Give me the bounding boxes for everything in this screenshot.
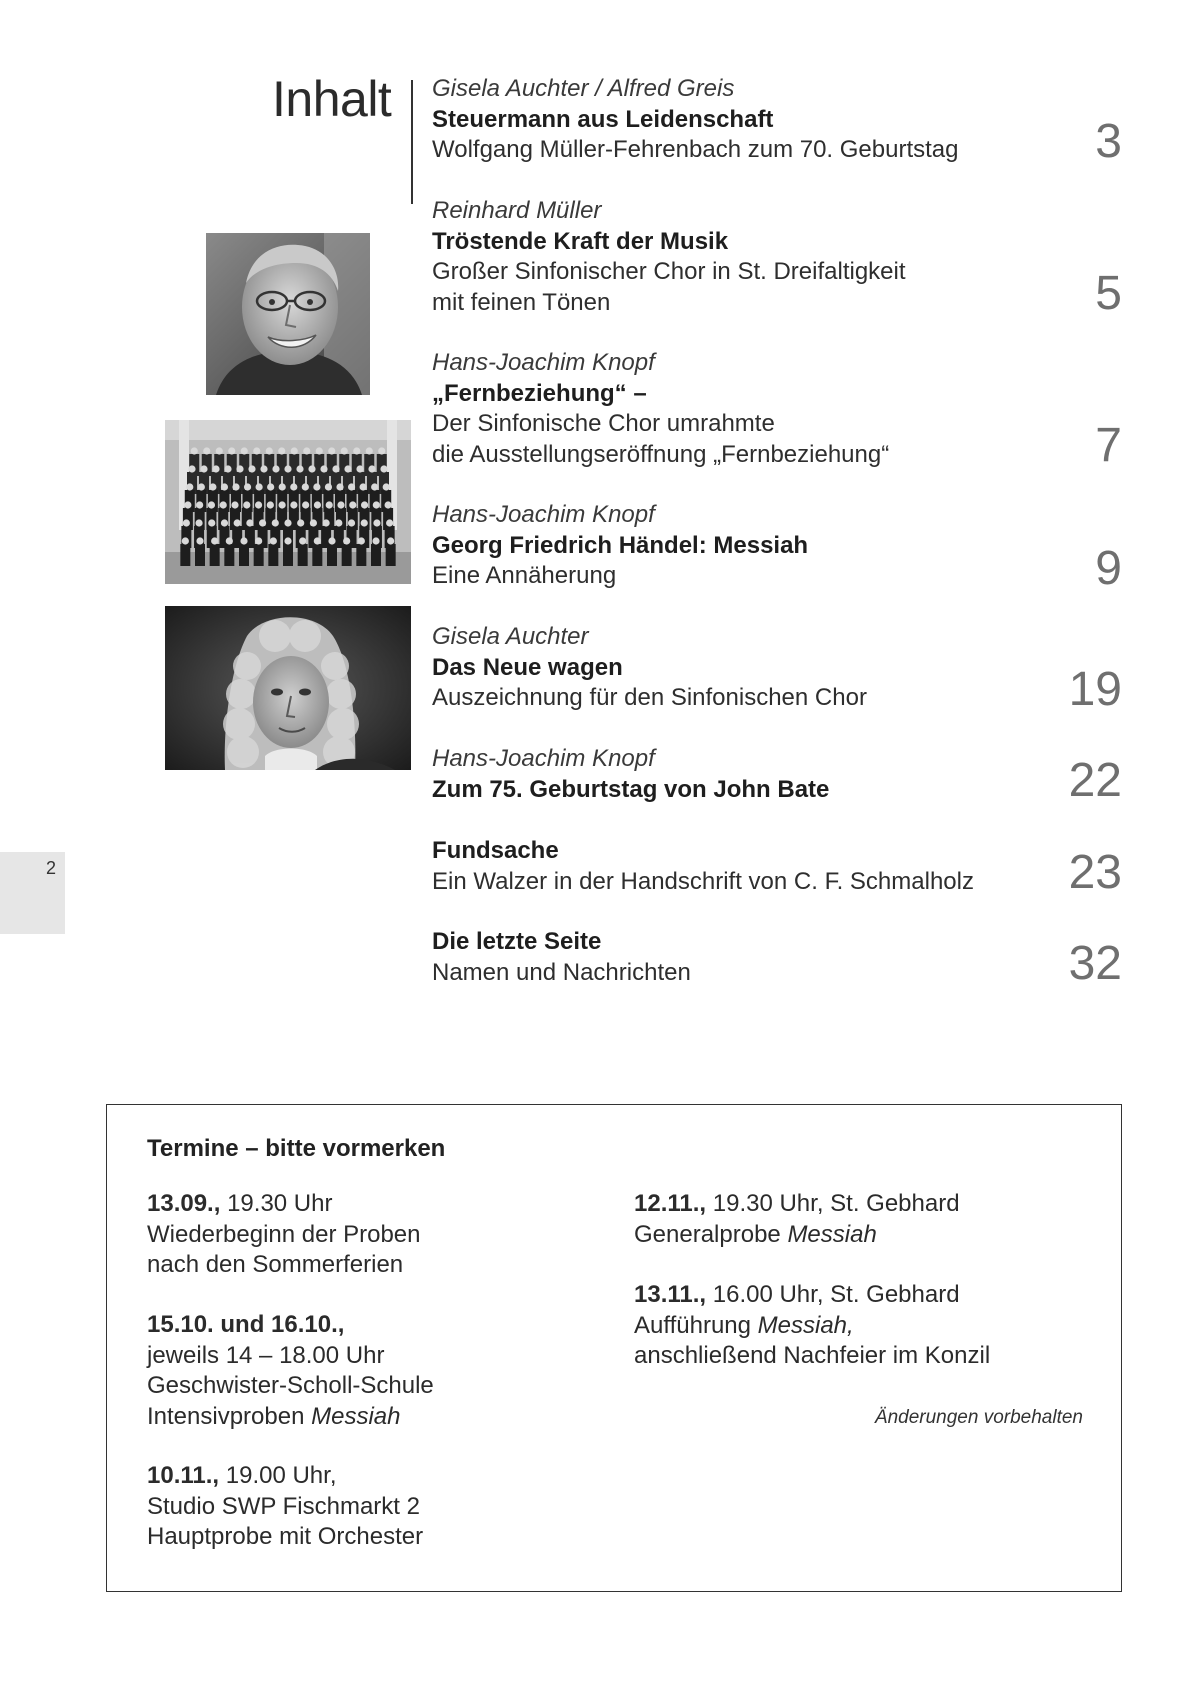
event-time: 16.00 Uhr, St. Gebhard [706,1281,960,1308]
choir-singer-head [270,537,277,544]
choir-singer-head [314,501,321,508]
choir-singer-head [208,501,215,508]
event-time: 19.30 Uhr [220,1190,333,1217]
event-date: 13.09., [147,1190,221,1217]
toc-author: Gisela Auchter / Alfred Greis [432,75,735,102]
choir-singer-head [310,519,317,526]
toc-subtitle: Eine Annäherung [432,562,617,589]
choir-singer-head [209,483,216,490]
toc-title: Steuermann aus Leidenschaft [432,105,774,133]
choir-singer-head [358,537,365,544]
choir-singer-head [383,483,390,490]
toc-author: Hans-Joachim Knopf [432,745,655,772]
choir-singer-head [253,447,260,454]
choir-singer-head [255,537,262,544]
choir-singer-body [312,544,322,566]
toc-page-number: 23 [1068,846,1122,899]
choir-singer-head [279,501,286,508]
choir-singer-head [303,447,310,454]
choir-singer-head [221,483,228,490]
choir-singer-head [360,483,367,490]
choir-singer-head [320,465,327,472]
choir-singer-head [385,501,392,508]
choir-singer-head [290,501,297,508]
choir-singer-head [195,519,202,526]
choir-singer-head [328,537,335,544]
choir-singer-head [200,465,207,472]
choir-singer-head [228,447,235,454]
toc-author: Hans-Joachim Knopf [432,349,655,376]
choir-singer-head [243,501,250,508]
choir-singer-head [279,483,286,490]
handel-portrait-painting [165,606,411,770]
choir-singer-head [314,537,321,544]
toc-title: Fundsache [432,837,559,864]
choir-singer-head [231,501,238,508]
event-item [634,1189,960,1250]
event-item [147,1461,423,1553]
toc-entry-7[interactable] [432,836,1062,897]
choir-singer-head [386,519,393,526]
choir-singer-head [361,519,368,526]
toc-subtitle: Großer Sinfonischer Chor in St. Dreifaltigkeit [432,258,906,285]
choir-singer-head [296,465,303,472]
choir-singer-head [182,537,189,544]
toc-page-number: 9 [1095,542,1122,595]
choir-singer-head [316,447,323,454]
choir-singer-head [373,501,380,508]
choir-singer-head [335,519,342,526]
choir-singer-head [313,483,320,490]
choir-singer-head [356,465,363,472]
choir-singer-head [337,501,344,508]
toc-entry-3[interactable] [432,348,1062,470]
choir-singer-head [290,483,297,490]
toc-page-number: 7 [1095,419,1122,472]
dates-box [106,1104,1122,1592]
toc-subtitle: die Ausstellungseröffnung „Fernbeziehung“ [432,440,890,468]
choir-singer-head [256,483,263,490]
choir-singer-head [244,483,251,490]
choir-singer-head [297,519,304,526]
event-work-title: Messiah [787,1220,877,1248]
choir-singer-body [356,544,366,566]
toc-title: Tröstende Kraft der Musik [432,227,729,255]
choir-singer-head [208,519,215,526]
choir-singer-head [284,465,291,472]
choir-singer-head [188,465,195,472]
choir-singer-head [323,519,330,526]
choir-singer-head [267,483,274,490]
toc-entry-2[interactable] [432,196,1062,318]
choir-singer-head [361,501,368,508]
toc-entry-6[interactable] [432,744,1062,805]
choir-singer-body [195,544,205,566]
choir-singer-head [186,483,193,490]
toc-divider [411,80,413,204]
event-line: Aufführung [634,1311,758,1339]
choir-singer-head [348,483,355,490]
toc-title: Zum 75. Geburtstag von John Bate [432,775,830,803]
toc-subtitle: Auszeichnung für den Sinfonischen Chor [432,684,867,711]
toc-entry-1[interactable] [432,74,1062,166]
event-work-title: Messiah, [757,1311,854,1339]
event-line: Geschwister-Scholl-Schule [147,1372,434,1399]
choir-singer-head [196,501,203,508]
portrait-man-photo [206,233,370,395]
toc-title: „Fernbeziehung“ – [432,379,647,407]
choir-singer-head [246,519,253,526]
choir-singer-head [211,537,218,544]
choir-singer-head [353,447,360,454]
choir-singer-head [372,537,379,544]
choir-singer-body [239,544,249,566]
choir-singer-head [378,447,385,454]
choir-singer-head [272,519,279,526]
choir-singer-head [191,447,198,454]
choir-singer-head [380,465,387,472]
choir-singer-head [255,501,262,508]
event-line: Hauptprobe mit Orchester [147,1523,424,1550]
choir-singer-head [226,537,233,544]
choir-singer-body [180,544,190,566]
choir-singer-head [266,447,273,454]
choir-singer-head [259,519,266,526]
choir-singer-body [268,544,278,566]
choir-singer-head [278,447,285,454]
changes-note: Änderungen vorbehalten [874,1407,1083,1428]
choir-singer-head [236,465,243,472]
event-line: Wiederbeginn der Proben [147,1220,421,1248]
toc-author: Hans-Joachim Knopf [432,501,655,528]
toc-page-number: 5 [1095,267,1122,320]
choir-singer-head [234,519,241,526]
choir-singer-body [342,544,352,566]
choir-singer-head [308,465,315,472]
choir-singer-head [366,447,373,454]
choir-singer-body [283,544,293,566]
choir-singer-head [241,447,248,454]
event-item [147,1189,421,1281]
toc-subtitle: Der Sinfonische Chor umrahmte [432,410,775,437]
choir-singer-head [224,465,231,472]
choir-singer-body [224,544,234,566]
choir-singer-body [327,544,337,566]
choir-singer-body [371,544,381,566]
choir-singer-head [387,537,394,544]
choir-singer-head [332,465,339,472]
toc-author: Gisela Auchter [432,623,589,650]
choir-singer-head [216,447,223,454]
choir-singer-head [302,501,309,508]
choir-singer-head [260,465,267,472]
toc-subtitle: Ein Walzer in der Handschrift von C. F. Schmalholz [432,867,974,895]
choir-singer-head [348,519,355,526]
choir-singer-head [341,447,348,454]
event-line: nach den Sommerferien [147,1251,404,1278]
choir-singer-head [343,537,350,544]
toc-entry-5[interactable] [432,622,1062,714]
choir-singer-body [298,544,308,566]
toc-title: Das Neue wagen [432,653,623,681]
toc-page-number: 32 [1068,937,1122,990]
choir-singer-head [284,519,291,526]
choir-singer-head [284,537,291,544]
choir-singer-head [232,483,239,490]
choir-singer-body [386,544,396,566]
toc-page-number: 22 [1068,754,1122,807]
event-line: jeweils 14 – 18.00 Uhr [147,1341,385,1369]
event-line: Generalprobe [634,1220,788,1248]
choir-singer-head [184,501,191,508]
toc-page-number: 19 [1068,663,1122,716]
event-date: 10.11., [147,1462,220,1489]
event-line: anschließend Nachfeier im Konzil [634,1342,991,1369]
choir-singer-head [336,483,343,490]
toc-title: Die letzte Seite [432,928,602,955]
event-line: Intensivproben [147,1402,312,1430]
toc-author: Reinhard Müller [432,197,602,224]
event-work-title: Messiah [311,1402,401,1430]
choir-singer-head [371,483,378,490]
toc-entry-8[interactable] [432,927,1062,988]
choir-singer-head [291,447,298,454]
event-date: 13.11., [634,1281,707,1308]
choir-singer-head [328,447,335,454]
event-item [634,1280,990,1372]
choir-singer-head [368,465,375,472]
choir-singer-body [210,544,220,566]
event-date: 15.10. und 16.10., [147,1311,345,1338]
event-time: 19.30 Uhr, St. Gebhard [706,1190,960,1217]
choir-group-photo [165,420,411,584]
toc-subtitle: Namen und Nachrichten [432,958,691,986]
choir-singer-head [299,537,306,544]
toc-subtitle: mit feinen Tönen [432,288,611,316]
choir-singer-head [349,501,356,508]
choir-singer-head [198,483,205,490]
choir-singer-head [373,519,380,526]
choir-singer-head [326,501,333,508]
choir-singer-head [196,537,203,544]
event-line: Studio SWP Fischmarkt 2 [147,1492,420,1520]
event-item [147,1310,434,1432]
event-time: 19.00 Uhr, [219,1462,337,1489]
choir-singer-head [248,465,255,472]
choir-singer-head [272,465,279,472]
choir-singer-head [183,519,190,526]
page-number: 2 [46,858,57,878]
toc-subtitle: Wolfgang Müller-Fehrenbach zum 70. Geburtstag [432,136,959,163]
toc-title: Georg Friedrich Händel: Messiah [432,531,809,559]
choir-singer-head [267,501,274,508]
dates-heading: Termine – bitte vormerken [147,1135,446,1162]
choir-singer-head [220,501,227,508]
choir-singer-head [344,465,351,472]
choir-singer-body [254,544,264,566]
choir-singer-head [221,519,228,526]
toc-heading: Inhalt [272,71,392,127]
toc-page-number: 3 [1095,115,1122,168]
choir-singer-head [212,465,219,472]
toc-entry-4[interactable] [432,500,1062,592]
choir-singer-head [302,483,309,490]
event-date: 12.11., [634,1190,707,1217]
choir-singer-head [203,447,210,454]
choir-singer-head [240,537,247,544]
choir-singer-head [325,483,332,490]
